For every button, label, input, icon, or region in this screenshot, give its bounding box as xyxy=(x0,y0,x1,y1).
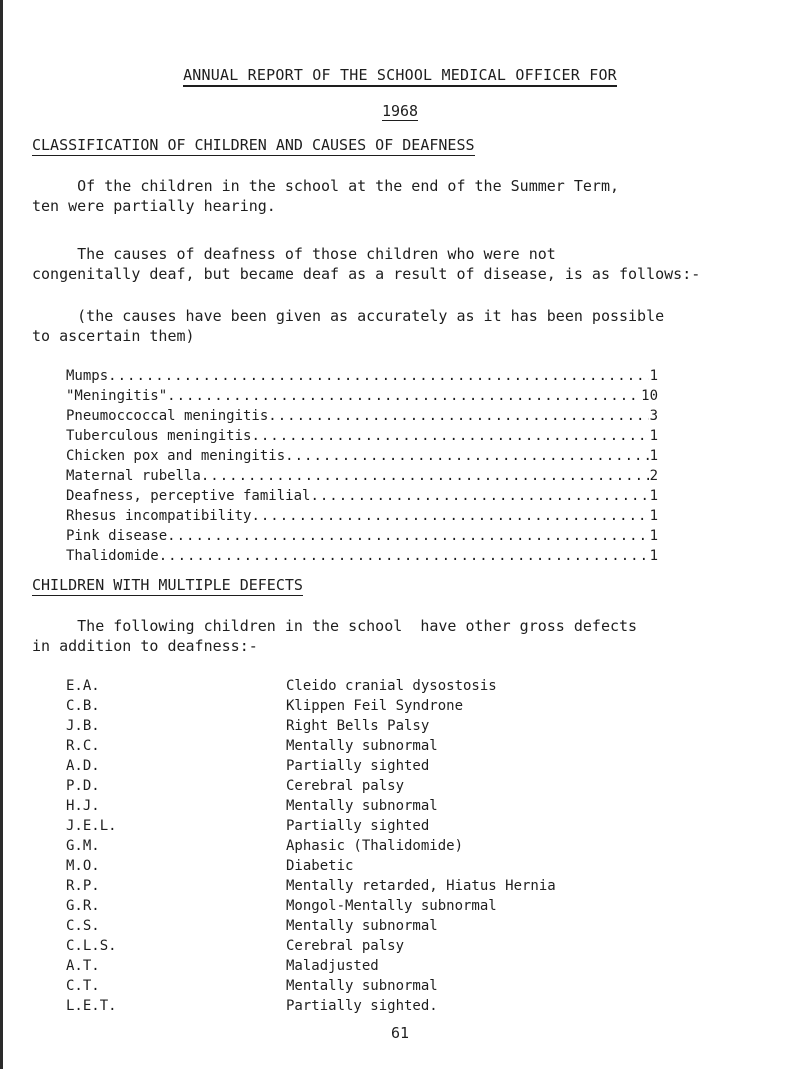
cause-count: 1 xyxy=(649,548,658,564)
cause-row xyxy=(66,366,658,386)
defect-row xyxy=(66,856,556,876)
causes-paragraph: The causes of deafness of those children who were not congenitally deaf, but became deaf as a result of disease, is as follows:- xyxy=(32,245,701,283)
defect-row xyxy=(66,736,556,756)
child-initials: L.E.T. xyxy=(66,998,117,1014)
cause-row xyxy=(66,546,658,566)
child-condition: Mentally subnormal xyxy=(286,918,438,934)
defect-row xyxy=(66,956,556,976)
child-condition: Mentally subnormal xyxy=(286,738,438,754)
child-initials: A.T. xyxy=(66,958,100,974)
child-condition: Mongol-Mentally subnormal xyxy=(286,898,497,914)
dot-leader xyxy=(167,386,640,406)
cause-count: 1 xyxy=(649,428,658,444)
child-initials: J.B. xyxy=(66,718,100,734)
cause-label: "Meningitis" xyxy=(66,388,168,404)
cause-count: 1 xyxy=(649,488,658,504)
child-condition: Partially sighted xyxy=(286,818,430,834)
child-initials: R.P. xyxy=(66,878,100,894)
child-initials: A.D. xyxy=(66,758,100,774)
report-year: 1968 xyxy=(381,102,419,120)
defect-row xyxy=(66,816,556,836)
child-initials: G.M. xyxy=(66,838,100,854)
child-condition: Mentally retarded, Hiatus Hernia xyxy=(286,878,556,894)
defect-row xyxy=(66,756,556,776)
page-number: 61 xyxy=(390,1024,410,1042)
cause-label: Mumps xyxy=(66,368,109,384)
cause-row xyxy=(66,426,658,446)
defect-row xyxy=(66,876,556,896)
cause-count: 1 xyxy=(649,368,658,384)
cause-row xyxy=(66,486,658,506)
child-initials: C.L.S. xyxy=(66,938,117,954)
cause-row xyxy=(66,406,658,426)
cause-row xyxy=(66,466,658,486)
cause-count: 3 xyxy=(649,408,658,424)
cause-row xyxy=(66,526,658,546)
child-condition: Right Bells Palsy xyxy=(286,718,430,734)
section-heading-multiple-defects: CHILDREN WITH MULTIPLE DEFECTS xyxy=(32,576,303,594)
child-condition: Mentally subnormal xyxy=(286,978,438,994)
defect-row xyxy=(66,776,556,796)
child-condition: Maladjusted xyxy=(286,958,379,974)
child-condition: Aphasic (Thalidomide) xyxy=(286,838,464,854)
cause-label: Thalidomide xyxy=(66,548,159,564)
cause-label: Maternal rubella xyxy=(66,468,201,484)
child-condition: Mentally subnormal xyxy=(286,798,438,814)
defect-row xyxy=(66,676,556,696)
child-initials: H.J. xyxy=(66,798,100,814)
report-title: ANNUAL REPORT OF THE SCHOOL MEDICAL OFFICER FOR xyxy=(0,66,800,84)
child-condition: Klippen Feil Syndrone xyxy=(286,698,464,714)
defect-row xyxy=(66,916,556,936)
cause-label: Pink disease xyxy=(66,528,168,544)
cause-label: Tuberculous meningitis xyxy=(66,428,252,444)
note-paragraph: (the causes have been given as accurately as it has been possible to ascertain them) xyxy=(32,307,665,345)
cause-row xyxy=(66,446,658,466)
child-condition: Partially sighted xyxy=(286,758,430,774)
cause-row xyxy=(66,506,658,526)
dot-leader xyxy=(108,366,648,386)
defect-row xyxy=(66,976,556,996)
intro-paragraph: Of the children in the school at the end of the Summer Term, ten were partially hearing. xyxy=(32,177,619,215)
cause-label: Chicken pox and meningitis xyxy=(66,448,286,464)
dot-leader xyxy=(285,446,648,466)
defects-paragraph: The following children in the school have other gross defects in addition to deafness:- xyxy=(32,617,638,655)
defect-row xyxy=(66,836,556,856)
child-condition: Cerebral palsy xyxy=(286,938,405,954)
defect-row xyxy=(66,696,556,716)
cause-count: 1 xyxy=(649,528,658,544)
child-condition: Partially sighted. xyxy=(286,998,438,1014)
dot-leader xyxy=(159,546,649,566)
section-heading-causes: CLASSIFICATION OF CHILDREN AND CAUSES OF DEAFNESS xyxy=(32,136,475,154)
defect-row xyxy=(66,936,556,956)
causes-list xyxy=(66,366,658,566)
cause-count: 1 xyxy=(649,448,658,464)
dot-leader xyxy=(268,406,648,426)
cause-label: Deafness, perceptive familial xyxy=(66,488,311,504)
defect-row xyxy=(66,716,556,736)
child-initials: J.E.L. xyxy=(66,818,117,834)
child-initials: P.D. xyxy=(66,778,100,794)
child-initials: C.B. xyxy=(66,698,100,714)
child-initials: M.O. xyxy=(66,858,100,874)
cause-label: Rhesus incompatibility xyxy=(66,508,252,524)
defect-row xyxy=(66,996,556,1016)
child-initials: R.C. xyxy=(66,738,100,754)
cause-count: 1 xyxy=(649,508,658,524)
scan-edge xyxy=(0,0,3,1069)
defect-row xyxy=(66,796,556,816)
dot-leader xyxy=(201,466,649,486)
child-initials: C.T. xyxy=(66,978,100,994)
cause-count: 2 xyxy=(649,468,658,484)
dot-leader xyxy=(251,506,648,526)
child-condition: Cerebral palsy xyxy=(286,778,405,794)
cause-count: 10 xyxy=(641,388,658,404)
dot-leader xyxy=(251,426,648,446)
child-condition: Cleido cranial dysostosis xyxy=(286,678,497,694)
child-condition: Diabetic xyxy=(286,858,354,874)
cause-label: Pneumoccoccal meningitis xyxy=(66,408,269,424)
child-initials: C.S. xyxy=(66,918,100,934)
dot-leader xyxy=(310,486,648,506)
dot-leader xyxy=(167,526,648,546)
cause-row xyxy=(66,386,658,406)
defect-row xyxy=(66,896,556,916)
child-initials: G.R. xyxy=(66,898,100,914)
defects-list xyxy=(66,676,556,1016)
child-initials: E.A. xyxy=(66,678,100,694)
